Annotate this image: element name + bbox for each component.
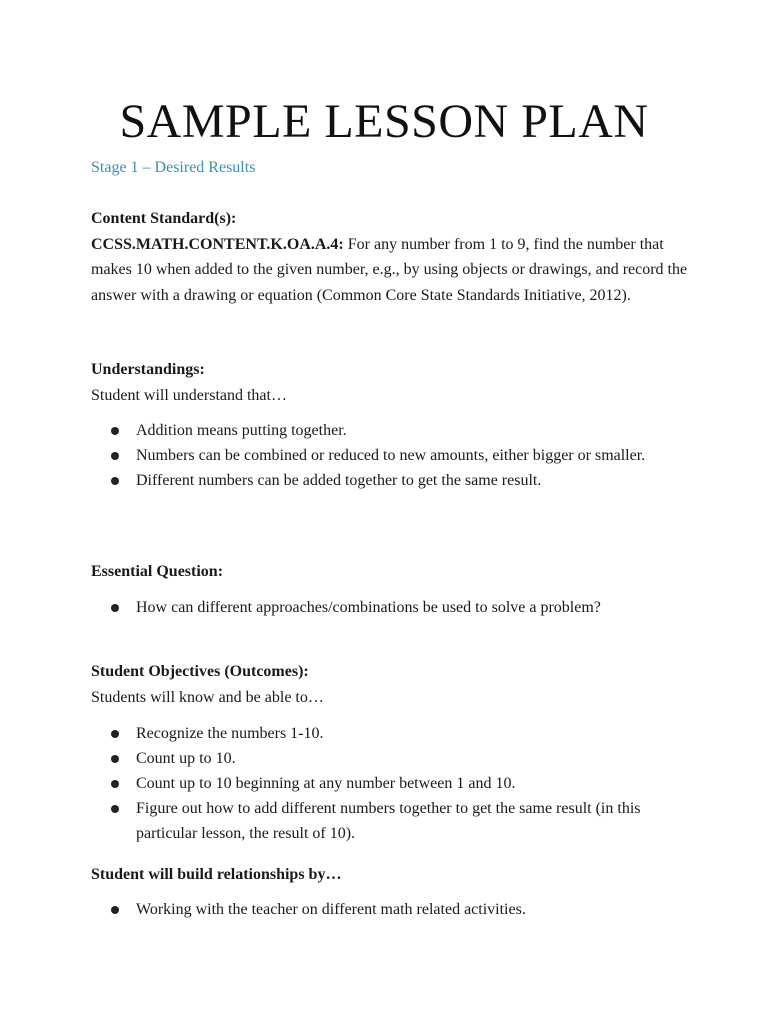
list-item: Count up to 10 beginning at any number between 1 and 10. xyxy=(91,771,681,796)
understandings-heading: Understandings: xyxy=(91,361,205,378)
relationships-heading: Student will build relationships by… xyxy=(91,866,342,883)
stage-heading: Stage 1 – Desired Results xyxy=(91,159,256,176)
objectives-list xyxy=(91,721,681,846)
standard-code: CCSS.MATH.CONTENT.K.OA.A.4: xyxy=(91,235,344,253)
bullet-dot-icon xyxy=(111,452,119,460)
objectives-section xyxy=(91,659,691,710)
list-item: Numbers can be combined or reduced to new amounts, either bigger or smaller. xyxy=(91,443,681,468)
understandings-section xyxy=(91,357,691,408)
essential-question-section xyxy=(91,559,691,585)
relationships-section xyxy=(91,862,691,888)
bullet-dot-icon xyxy=(111,604,119,612)
list-item: Recognize the numbers 1-10. xyxy=(91,721,681,746)
standard-text: For any number from 1 to 9, find the number that makes 10 when added to the given number, e.g., by using objects or drawings, and record the answer with a drawing or equation (Common Core State Standards Initiative, 2012). xyxy=(91,235,688,304)
understandings-intro: Student will understand that… xyxy=(91,386,287,404)
bullet-dot-icon xyxy=(111,780,119,788)
list-item: Count up to 10. xyxy=(91,746,681,771)
list-item: Working with the teacher on different math related activities. xyxy=(91,897,681,922)
understandings-list xyxy=(91,418,681,493)
list-item: Addition means putting together. xyxy=(91,418,681,443)
list-item: How can different approaches/combinations be used to solve a problem? xyxy=(91,595,681,620)
page-title: SAMPLE LESSON PLAN xyxy=(119,95,649,148)
essential-question-heading: Essential Question: xyxy=(91,563,224,580)
bullet-dot-icon xyxy=(111,730,119,738)
relationships-list xyxy=(91,897,681,922)
objectives-intro: Students will know and be able to… xyxy=(91,688,324,706)
bullet-dot-icon xyxy=(111,755,119,763)
list-item: Figure out how to add different numbers together to get the same result (in this particular lesson, the result of 10). xyxy=(91,796,681,846)
content-standard-section xyxy=(91,206,691,308)
bullet-dot-icon xyxy=(111,427,119,435)
content-standard-body xyxy=(91,236,687,304)
bullet-dot-icon xyxy=(111,805,119,813)
content-standard-heading: Content Standard(s): xyxy=(91,210,237,227)
essential-question-list xyxy=(91,595,681,620)
bullet-dot-icon xyxy=(111,477,119,485)
list-item: Different numbers can be added together to get the same result. xyxy=(91,468,681,493)
objectives-heading: Student Objectives (Outcomes): xyxy=(91,663,309,680)
bullet-dot-icon xyxy=(111,906,119,914)
